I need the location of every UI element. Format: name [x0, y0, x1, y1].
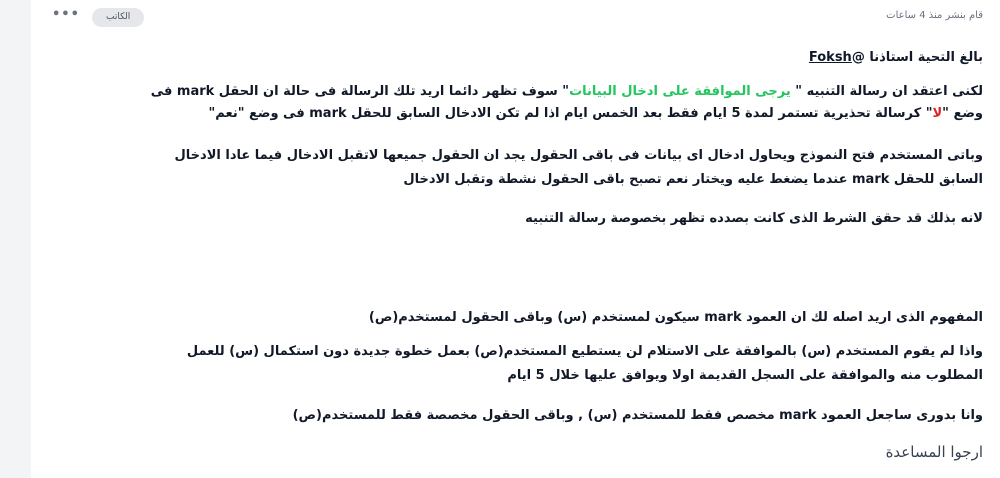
p2-text-b: " سوف تظهر دائما اريد تلك الرسالة فى حالة ان الحقل mark فى	[150, 84, 570, 99]
paragraph-8: وانا بدورى ساجعل العمود mark مخصص فقط للمستخدم (س) , وباقى الحقول مخصصة فقط للمستخدم(ص)	[292, 408, 983, 423]
p3-text-a: وضع "	[942, 106, 983, 121]
p2-text-a: لكنى اعتقد ان رسالة التنبيه "	[795, 84, 983, 99]
paragraph-3	[63, 103, 983, 125]
forum-post	[31, 0, 1000, 478]
more-dots-icon[interactable]: •••	[52, 7, 80, 22]
paragraph-7-line-2: المطلوب منه والموافقة على السجل القديمة اولا ويوافق عليها خلال 5 ايام	[507, 368, 983, 383]
left-gutter	[0, 0, 31, 478]
greeting	[63, 47, 983, 69]
p3-red-text: لا	[932, 106, 943, 121]
paragraph-7-line-1: واذا لم يقوم المستخدم (س) بالموافقة على الاستلام لن يستطيع المستخدم(ص) بعمل خطوة جديدة دون استكمال (س) للعمل	[186, 344, 983, 359]
author-badge: الكاتب	[92, 8, 144, 27]
paragraph-4-line-2: السابق للحقل mark عندما يضغط عليه ويختار نعم تصبح باقى الحقول نشطة وتقبل الادخال	[403, 172, 983, 187]
posted-time: قام بنشر منذ 4 ساعات	[886, 10, 983, 21]
paragraph-2	[63, 81, 983, 103]
paragraph-6: المفهوم الذى اريد اصله لك ان العمود mark سيكون لمستخدم (س) وباقى الحقول لمستخدم(ص)	[368, 310, 983, 325]
p3-text-b: " كرسالة تحذيرية تستمر لمدة 5 ايام فقط بعد الخمس ايام اذا لم تكن الادخال السابق للحقل mark فى وضع "نعم"	[208, 106, 933, 121]
paragraph-4-line-1: وباتى المستخدم فتح النموذج ويحاول ادخال اى بيانات فى باقى الحقول يجد ان الحقول جميعها لاتقبل الادخال فيما عادا الادخال	[174, 148, 983, 163]
greeting-text: بالغ التحية استاذنا @	[851, 50, 983, 65]
paragraph-5: لانه بذلك قد حقق الشرط الذى كانت بصدده تظهر بخصوصة رسالة التنبيه	[525, 211, 983, 226]
post-meta	[31, 6, 1000, 28]
paragraph-9: ارجوا المساعدة	[885, 443, 983, 461]
p2-green-text: يرجى الموافقة على ادخال البيانات	[569, 84, 796, 99]
mention-link[interactable]: Foksh	[808, 50, 852, 65]
